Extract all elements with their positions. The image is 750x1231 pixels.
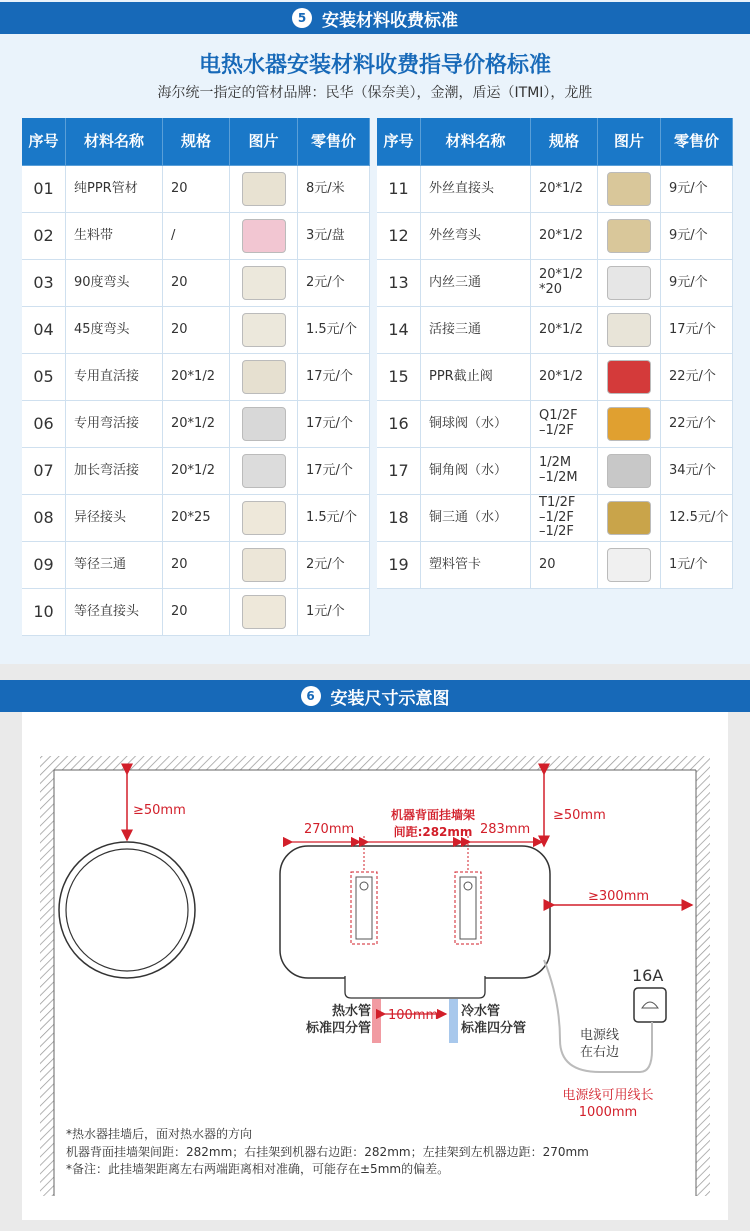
item-spec: 20*25	[163, 495, 230, 542]
item-name: 生料带	[66, 213, 163, 260]
section-number-badge: 5	[292, 8, 312, 28]
item-number: 16	[377, 401, 421, 448]
item-price: 2元/个	[298, 542, 370, 589]
item-spec: 20	[163, 542, 230, 589]
item-name: 等径直接头	[66, 589, 163, 636]
document-title: 电热水器安装材料收费指导价格标准	[198, 53, 551, 78]
hot-water-pipe	[372, 999, 381, 1043]
note-orientation: *热水器挂墙后，面对热水器的方向	[66, 1127, 253, 1141]
item-price: 17元/个	[661, 307, 733, 354]
item-spec: 20*1/2	[531, 166, 598, 213]
item-spec: 20*1/2	[163, 448, 230, 495]
item-number: 19	[377, 542, 421, 589]
column-header: 序号	[377, 118, 421, 166]
bracket-spacing-title: 机器背面挂墙架 间距:282mm	[390, 808, 475, 839]
item-number: 01	[22, 166, 66, 213]
item-number: 11	[377, 166, 421, 213]
item-name: 等径三通	[66, 542, 163, 589]
item-price: 9元/个	[661, 166, 733, 213]
brand-list: 海尔统一指定的管材品牌：民华（保奈美），金潮，盾运（ITMI），龙胜	[157, 85, 593, 101]
item-spec: 1/2M –1/2M	[531, 448, 598, 495]
item-price: 1元/个	[298, 589, 370, 636]
item-spec: 20*1/2 *20	[531, 260, 598, 307]
item-price: 9元/个	[661, 213, 733, 260]
item-name: 90度弯头	[66, 260, 163, 307]
item-spec: 20*1/2	[163, 354, 230, 401]
item-spec: 20	[163, 166, 230, 213]
item-name: 活接三通	[421, 307, 531, 354]
column-header: 零售价	[661, 118, 733, 166]
item-name: 45度弯头	[66, 307, 163, 354]
item-price: 2元/个	[298, 260, 370, 307]
item-name: 内丝三通	[421, 260, 531, 307]
item-number: 13	[377, 260, 421, 307]
section-number-badge: 6	[301, 686, 321, 706]
item-price: 17元/个	[298, 354, 370, 401]
power-line-label: 电源线 在右边	[580, 1028, 620, 1060]
column-header: 零售价	[298, 118, 370, 166]
item-price: 9元/个	[661, 260, 733, 307]
item-name: 专用弯活接	[66, 401, 163, 448]
side-clearance-label: ≥300mm	[588, 889, 650, 904]
column-header: 图片	[230, 118, 298, 166]
item-spec: 20	[163, 589, 230, 636]
item-number: 07	[22, 448, 66, 495]
column-header: 材料名称	[66, 118, 163, 166]
item-number: 02	[22, 213, 66, 260]
item-number: 12	[377, 213, 421, 260]
item-name: 外丝直接头	[421, 166, 531, 213]
hot-pipe-label: 热水管 标准四分管	[305, 1004, 371, 1036]
cold-water-pipe	[449, 999, 458, 1043]
item-price: 3元/盘	[298, 213, 370, 260]
note-tolerance: *备注：此挂墙架距离左右两端距离相对准确，可能存在±5mm的偏差。	[66, 1162, 450, 1176]
item-spec: 20*1/2	[531, 213, 598, 260]
item-number: 08	[22, 495, 66, 542]
item-price: 1元/个	[661, 542, 733, 589]
section-title: 安装尺寸示意图	[330, 688, 450, 709]
item-price: 17元/个	[298, 401, 370, 448]
item-name: 外丝弯头	[421, 213, 531, 260]
item-price: 8元/米	[298, 166, 370, 213]
item-name: 铜三通（水）	[421, 495, 531, 542]
item-price: 1.5元/个	[298, 307, 370, 354]
item-spec: 20	[163, 307, 230, 354]
socket-rating-label: 16A	[632, 966, 664, 985]
item-spec: /	[163, 213, 230, 260]
item-name: PPR截止阀	[421, 354, 531, 401]
item-spec: 20*1/2	[163, 401, 230, 448]
item-number: 09	[22, 542, 66, 589]
item-number: 18	[377, 495, 421, 542]
cord-length-label: 电源线可用线长 1000mm	[562, 1088, 654, 1120]
section-title: 安装材料收费标准	[322, 10, 458, 31]
item-price: 12.5元/个	[661, 495, 733, 542]
item-number: 15	[377, 354, 421, 401]
item-number: 14	[377, 307, 421, 354]
item-number: 05	[22, 354, 66, 401]
item-number: 06	[22, 401, 66, 448]
left-distance-label: 270mm	[304, 822, 355, 837]
note-distances: 机器背面挂墙架间距：282mm；右挂架到机器右边距：282mm；左挂架到左机器边距：270mm	[66, 1145, 589, 1159]
item-name: 专用直活接	[66, 354, 163, 401]
item-spec: 20*1/2	[531, 307, 598, 354]
top-clearance-left-label: ≥50mm	[133, 803, 186, 818]
top-clearance-right-label: ≥50mm	[553, 808, 606, 823]
column-header: 图片	[598, 118, 661, 166]
heater-body	[280, 846, 550, 978]
item-name: 铜角阀（水）	[421, 448, 531, 495]
item-name: 纯PPR管材	[66, 166, 163, 213]
item-name: 异径接头	[66, 495, 163, 542]
pipe-gap-label: 100mm	[388, 1008, 439, 1023]
item-price: 17元/个	[298, 448, 370, 495]
cold-pipe-label: 冷水管 标准四分管	[461, 1004, 527, 1036]
item-spec: 20	[531, 542, 598, 589]
item-spec: Q1/2F –1/2F	[531, 401, 598, 448]
wall-left	[40, 756, 54, 1196]
item-number: 04	[22, 307, 66, 354]
item-number: 10	[22, 589, 66, 636]
wall-right	[696, 756, 710, 1196]
item-price: 22元/个	[661, 401, 733, 448]
item-spec: T1/2F –1/2F –1/2F	[531, 495, 598, 542]
column-header: 材料名称	[421, 118, 531, 166]
item-name: 铜球阀（水）	[421, 401, 531, 448]
item-price: 1.5元/个	[298, 495, 370, 542]
column-header: 规格	[163, 118, 230, 166]
item-price: 34元/个	[661, 448, 733, 495]
item-number: 03	[22, 260, 66, 307]
heater-bottom-cover	[345, 976, 485, 998]
item-name: 加长弯活接	[66, 448, 163, 495]
item-name: 塑料管卡	[421, 542, 531, 589]
item-spec: 20	[163, 260, 230, 307]
column-header: 序号	[22, 118, 66, 166]
item-spec: 20*1/2	[531, 354, 598, 401]
wall-top	[40, 756, 710, 770]
item-number: 17	[377, 448, 421, 495]
item-price: 22元/个	[661, 354, 733, 401]
column-header: 规格	[531, 118, 598, 166]
right-distance-label: 283mm	[480, 822, 531, 837]
